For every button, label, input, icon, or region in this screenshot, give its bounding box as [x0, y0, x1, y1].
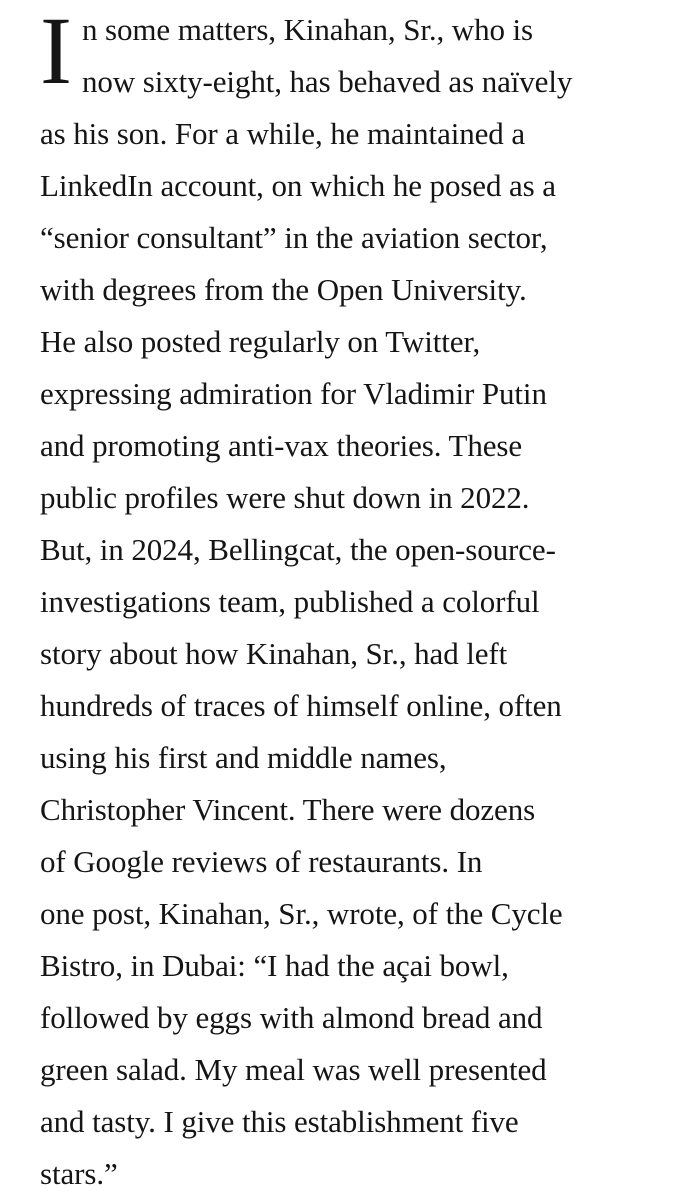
text-line: now sixty-eight, has behaved as naïvely — [82, 64, 573, 99]
text-line: He also posted regularly on Twitter, — [40, 324, 481, 359]
drop-cap: I — [40, 0, 72, 104]
text-line: stars.” — [40, 1156, 118, 1191]
text-line: “senior consultant” in the aviation sector, — [40, 220, 548, 255]
text-line: investigations team, published a colorful — [40, 584, 540, 619]
text-line: expressing admiration for Vladimir Putin — [40, 376, 547, 411]
text-line: Christopher Vincent. There were dozens — [40, 792, 536, 827]
text-line: Bistro, in Dubai: “I had the açai bowl, — [40, 948, 509, 983]
text-line: LinkedIn account, on which he posed as a — [40, 168, 556, 203]
text-line: and tasty. I give this establishment five — [40, 1104, 519, 1139]
article-body — [40, 0, 640, 1200]
text-line: using his first and middle names, — [40, 740, 447, 775]
text-line: public profiles were shut down in 2022. — [40, 480, 530, 515]
text-line: hundreds of traces of himself online, often — [40, 688, 562, 723]
text-line: n some matters, Kinahan, Sr., who is — [82, 12, 534, 47]
text-line: as his son. For a while, he maintained a — [40, 116, 526, 151]
text-line: But, in 2024, Bellingcat, the open-source- — [40, 532, 556, 567]
text-line: green salad. My meal was well presented — [40, 1052, 547, 1087]
text-line: with degrees from the Open University. — [40, 272, 527, 307]
text-line: of Google reviews of restaurants. In — [40, 844, 483, 879]
text-line: followed by eggs with almond bread and — [40, 1000, 543, 1035]
text-line: story about how Kinahan, Sr., had left — [40, 636, 508, 671]
text-line: one post, Kinahan, Sr., wrote, of the Cycle — [40, 896, 563, 931]
text-line: and promoting anti-vax theories. These — [40, 428, 523, 463]
